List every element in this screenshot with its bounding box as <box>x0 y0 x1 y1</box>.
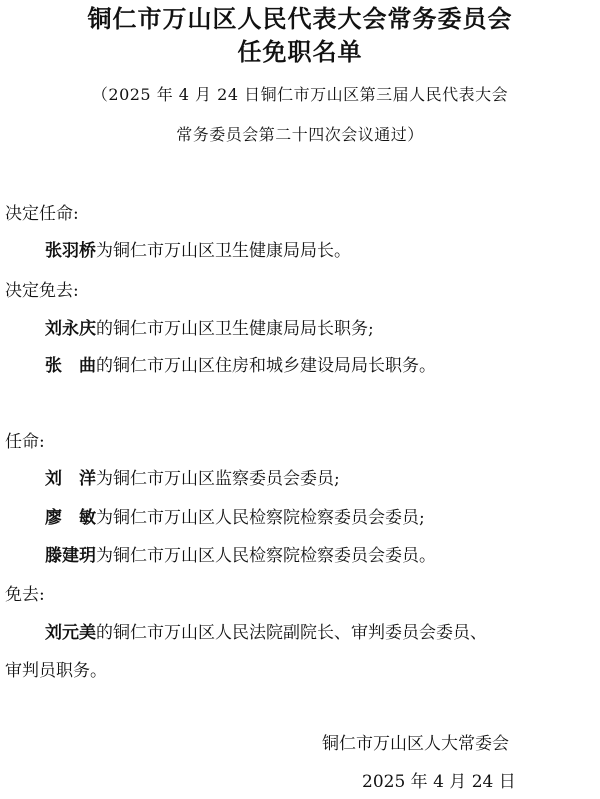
meeting-note-line2: 常务委员会第二十四次会议通过） <box>176 125 424 144</box>
person-name: 刘永庆 <box>45 319 96 339</box>
list-item <box>45 318 374 340</box>
person-name: 张羽桥 <box>45 241 96 261</box>
section-heading-remove: 免去: <box>5 585 45 605</box>
document-subtitle-title: 任免职名单 <box>237 38 363 66</box>
list-item-continuation: 审判员职务。 <box>5 661 107 681</box>
signature-org: 铜仁市万山区人大常委会 <box>322 734 509 754</box>
list-item <box>45 545 436 567</box>
item-text: 为铜仁市万山区卫生健康局局长。 <box>96 241 351 261</box>
list-item <box>45 622 487 644</box>
document-title: 铜仁市万山区人民代表大会常务委员会 <box>87 5 513 33</box>
person-name: 张 曲 <box>45 356 96 376</box>
section-heading-appoint: 任命: <box>5 432 45 452</box>
section-heading-decide-remove: 决定免去: <box>5 281 79 301</box>
list-item <box>45 240 351 262</box>
person-name: 廖 敏 <box>45 508 96 528</box>
person-name: 刘元美 <box>45 623 96 643</box>
item-text: 的铜仁市万山区卫生健康局局长职务; <box>96 319 374 339</box>
item-text: 为铜仁市万山区人民检察院检察委员会委员; <box>96 508 425 528</box>
item-text: 的铜仁市万山区人民法院副院长、审判委员会委员、 <box>96 623 487 643</box>
signature-date: 2025 年 4 月 24 日 <box>362 772 516 792</box>
item-text: 为铜仁市万山区监察委员会委员; <box>96 469 340 489</box>
item-text: 为铜仁市万山区人民检察院检察委员会委员。 <box>96 546 436 566</box>
meeting-note-line1: （2025 年 4 月 24 日铜仁市万山区第三届人民代表大会 <box>91 85 509 104</box>
person-name: 刘 洋 <box>45 469 96 489</box>
item-text: 的铜仁市万山区住房和城乡建设局局长职务。 <box>96 356 436 376</box>
section-heading-decide-appoint: 决定任命: <box>5 204 79 224</box>
person-name: 滕建玥 <box>45 546 96 566</box>
list-item <box>45 468 340 490</box>
list-item <box>45 355 436 377</box>
list-item <box>45 507 425 529</box>
